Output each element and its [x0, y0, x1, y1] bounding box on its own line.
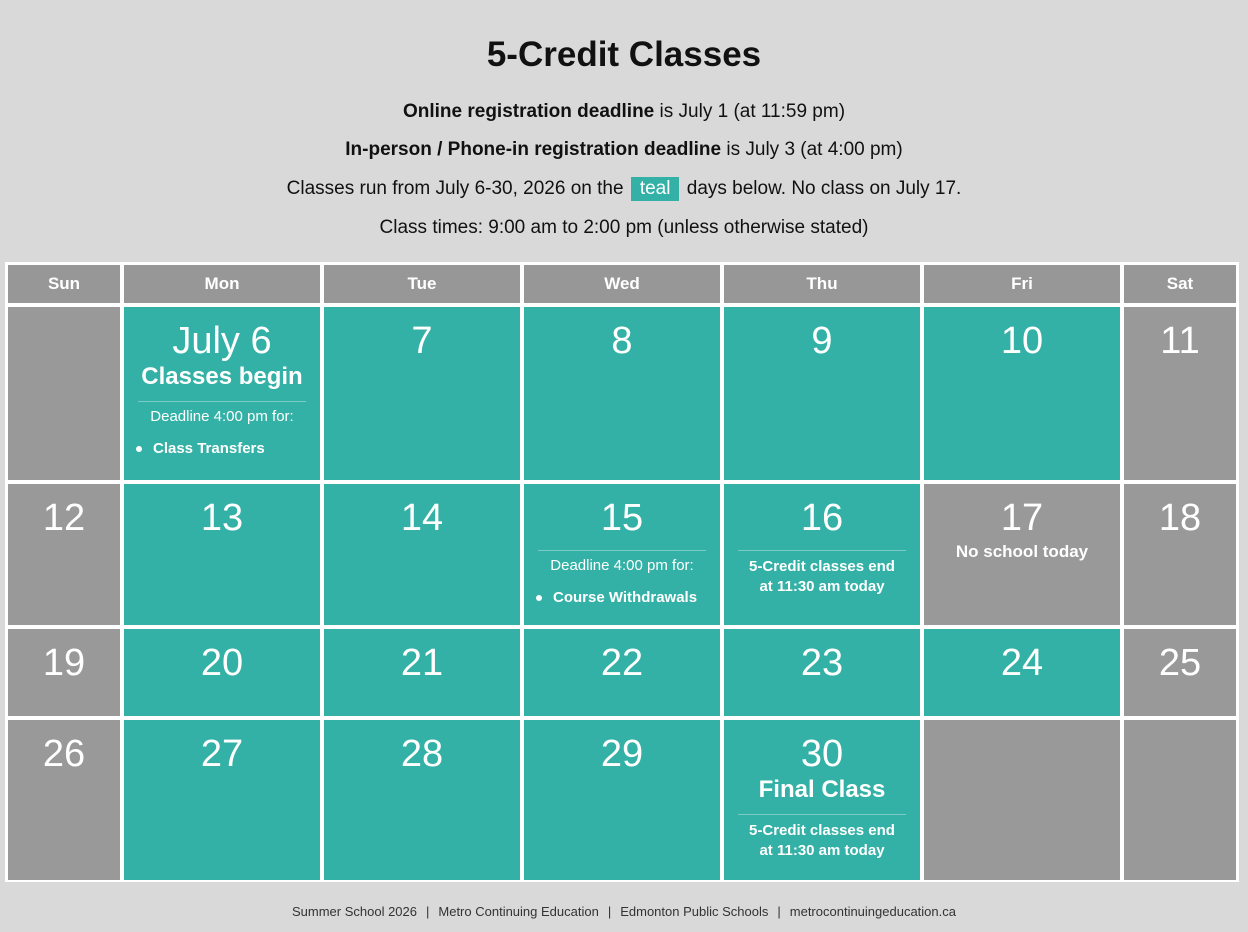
online-deadline-date: is July 1 (at 11:59 pm)	[654, 101, 846, 122]
event-classes-begin: Classes begin	[141, 363, 303, 390]
day-number: 20	[200, 642, 244, 684]
footer-separator: |	[426, 904, 430, 919]
day-number: 7	[411, 320, 433, 362]
footer-separator: |	[607, 904, 612, 919]
day-cell-15	[524, 484, 720, 625]
day-cell-17	[924, 484, 1120, 625]
weekday-header-thu: Thu	[724, 265, 920, 303]
day-number: July 6	[172, 320, 272, 362]
bullet-text: Course Withdrawals	[553, 589, 698, 606]
day-number: 17	[1000, 497, 1044, 539]
day-cell-19	[8, 629, 120, 716]
deadline-note: Deadline 4:00 pm for:	[150, 408, 294, 425]
day-cell-empty	[8, 307, 120, 480]
weekday-header-wed: Wed	[524, 265, 720, 303]
day-number: 14	[400, 497, 444, 539]
day-cell-11	[1124, 307, 1236, 480]
inperson-deadline-date: is July 3 (at 4:00 pm)	[721, 139, 903, 160]
teal-legend-chip: teal	[631, 177, 680, 201]
bullet-item	[524, 589, 720, 606]
footer-program: Summer School 2026	[291, 904, 417, 919]
day-cell-6	[124, 307, 320, 480]
early-end-line1: 5-Credit classes end	[749, 558, 895, 575]
class-run-line	[0, 177, 1248, 201]
day-number: 25	[1158, 642, 1202, 684]
weekday-header-mon: Mon	[124, 265, 320, 303]
class-run-text-after: days below. No class on July 17.	[681, 178, 962, 199]
day-number: 22	[600, 642, 644, 684]
page-header	[0, 0, 1248, 238]
no-school-note: No school today	[955, 542, 1089, 561]
day-number: 24	[1000, 642, 1044, 684]
weekday-header-sun: Sun	[8, 265, 120, 303]
day-cell-24	[924, 629, 1120, 716]
day-cell-20	[124, 629, 320, 716]
divider	[538, 550, 706, 551]
bullet-text: Class Transfers	[153, 440, 265, 457]
weekday-header-tue: Tue	[324, 265, 520, 303]
weekday-header-sat: Sat	[1124, 265, 1236, 303]
inperson-deadline-label: In-person / Phone-in registration deadline	[345, 139, 722, 160]
online-deadline-label: Online registration deadline	[402, 101, 655, 122]
day-cell-25	[1124, 629, 1236, 716]
day-number: 8	[611, 320, 633, 362]
day-number: 27	[200, 733, 244, 775]
class-times-line: Class times: 9:00 am to 2:00 pm (unless otherwise stated)	[379, 217, 869, 238]
deadline-note: Deadline 4:00 pm for:	[550, 557, 694, 574]
day-number: 30	[800, 733, 844, 775]
day-cell-12	[8, 484, 120, 625]
day-cell-7	[324, 307, 520, 480]
footer-organization: Metro Continuing Education	[438, 904, 599, 919]
day-number: 12	[42, 497, 86, 539]
day-cell-8	[524, 307, 720, 480]
day-number: 19	[42, 642, 86, 684]
day-cell-18	[1124, 484, 1236, 625]
calendar-grid	[5, 262, 1239, 882]
day-number: 29	[600, 733, 644, 775]
inperson-deadline-line	[0, 138, 1248, 162]
bullet-item	[124, 440, 320, 457]
day-number: 13	[200, 497, 244, 539]
online-deadline-line	[0, 100, 1248, 124]
page-footer	[0, 904, 1248, 919]
day-cell-22	[524, 629, 720, 716]
day-number: 23	[800, 642, 844, 684]
day-number: 18	[1158, 497, 1202, 539]
divider	[738, 550, 906, 551]
day-cell-29	[524, 720, 720, 880]
day-cell-23	[724, 629, 920, 716]
day-cell-10	[924, 307, 1120, 480]
divider	[738, 814, 906, 815]
early-end-note	[724, 821, 920, 861]
early-end-line1: 5-Credit classes end	[749, 822, 895, 839]
divider	[138, 401, 306, 402]
day-cell-empty	[924, 720, 1120, 880]
day-number: 26	[42, 733, 86, 775]
footer-district: Edmonton Public Schools	[620, 904, 769, 919]
early-end-line2: at 11:30 am today	[759, 842, 885, 859]
bullet-dot-icon	[136, 446, 142, 452]
class-run-text: Classes run from July 6-30, 2026 on the	[286, 178, 629, 199]
day-cell-13	[124, 484, 320, 625]
event-final-class: Final Class	[758, 776, 886, 803]
day-cell-28	[324, 720, 520, 880]
day-cell-empty	[1124, 720, 1236, 880]
day-number: 16	[800, 497, 844, 539]
day-number: 9	[811, 320, 833, 362]
day-cell-26	[8, 720, 120, 880]
page-title: 5-Credit Classes	[486, 35, 762, 74]
day-cell-30	[724, 720, 920, 880]
day-cell-27	[124, 720, 320, 880]
day-cell-21	[324, 629, 520, 716]
early-end-note	[724, 557, 920, 597]
day-number: 15	[600, 497, 644, 539]
day-number: 10	[1000, 320, 1044, 362]
bullet-dot-icon	[536, 595, 542, 601]
day-number: 11	[1160, 320, 1200, 362]
early-end-line2: at 11:30 am today	[759, 578, 885, 595]
weekday-header-fri: Fri	[924, 265, 1120, 303]
day-cell-14	[324, 484, 520, 625]
footer-website-link[interactable]: metrocontinuingeducation.ca	[789, 904, 956, 919]
day-cell-16	[724, 484, 920, 625]
day-number: 28	[400, 733, 444, 775]
day-cell-9	[724, 307, 920, 480]
day-number: 21	[400, 642, 444, 684]
footer-separator: |	[777, 904, 781, 919]
